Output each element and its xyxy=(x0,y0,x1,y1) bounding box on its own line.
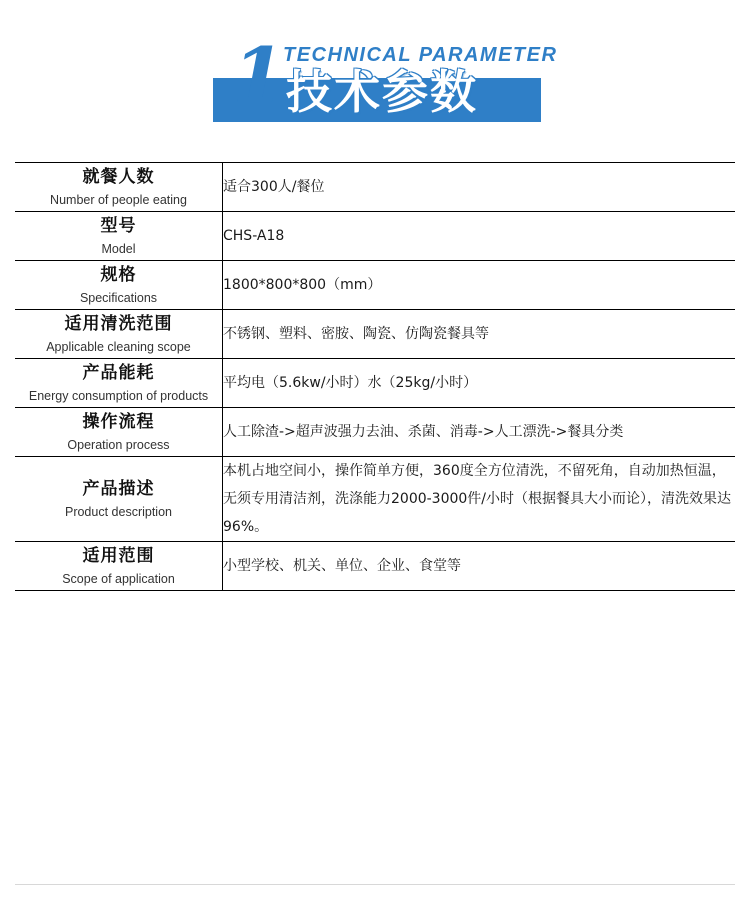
label-english: Applicable cleaning scope xyxy=(46,339,191,354)
table-row-label xyxy=(15,359,223,408)
label-english: Specifications xyxy=(79,290,158,305)
table-row xyxy=(15,261,735,310)
table-row-value: 不锈钢、塑料、密胺、陶瓷、仿陶瓷餐具等 xyxy=(223,326,489,342)
table-row-value: 人工除渣->超声波强力去油、杀菌、消毒->人工漂洗->餐具分类 xyxy=(223,424,624,440)
table-row-label xyxy=(15,408,223,457)
table-row-label xyxy=(15,212,223,261)
table-row xyxy=(15,457,735,542)
label-english: Scope of application xyxy=(62,571,175,586)
label-english: Product description xyxy=(64,504,172,519)
table-row-value: 小型学校、机关、单位、企业、食堂等 xyxy=(223,558,461,574)
table-row xyxy=(15,212,735,261)
label-chinese: 适用范围 xyxy=(82,545,155,566)
table-row-value: 本机占地空间小，操作简单方便，360度全方位清洗，不留死角，自动加热恒温，无须专用清洁剂，洗涤能力2000-3000件/小时（根据餐具大小而论），清洗效果达96%。 xyxy=(223,463,732,535)
label-chinese: 操作流程 xyxy=(82,411,155,432)
table-row xyxy=(15,359,735,408)
section-number: 1 xyxy=(232,31,283,120)
table-row-value: 平均电（5.6kw/小时）水（25kg/小时） xyxy=(223,375,478,391)
table-row xyxy=(15,163,735,212)
specification-table xyxy=(15,162,735,591)
label-english: Number of people eating xyxy=(50,192,187,207)
table-row xyxy=(15,542,735,591)
label-chinese: 就餐人数 xyxy=(82,166,155,187)
table-row xyxy=(15,310,735,359)
page-header xyxy=(0,0,750,132)
table-row-label xyxy=(15,310,223,359)
table-row-value: CHS-A18 xyxy=(223,228,285,244)
table-row-label xyxy=(15,457,223,542)
table-row-label xyxy=(15,542,223,591)
table-row-label xyxy=(15,163,223,212)
table-row xyxy=(15,408,735,457)
table-row-label xyxy=(15,261,223,310)
header-title-chinese: 技术参数 xyxy=(286,65,478,119)
label-english: Model xyxy=(101,241,136,256)
label-chinese: 适用清洗范围 xyxy=(64,313,173,334)
label-english: Energy consumption of products xyxy=(28,388,209,403)
label-chinese: 产品能耗 xyxy=(82,362,155,383)
table-row-value: 1800*800*800（mm） xyxy=(223,277,382,293)
label-chinese: 规格 xyxy=(100,264,137,285)
header-title-english: TECHNICAL PARAMETER xyxy=(283,44,558,66)
table-row-value: 适合300人/餐位 xyxy=(223,179,325,195)
label-english: Operation process xyxy=(67,437,170,452)
label-chinese: 产品描述 xyxy=(82,478,155,499)
bottom-divider xyxy=(15,884,735,885)
label-chinese: 型号 xyxy=(100,215,137,236)
